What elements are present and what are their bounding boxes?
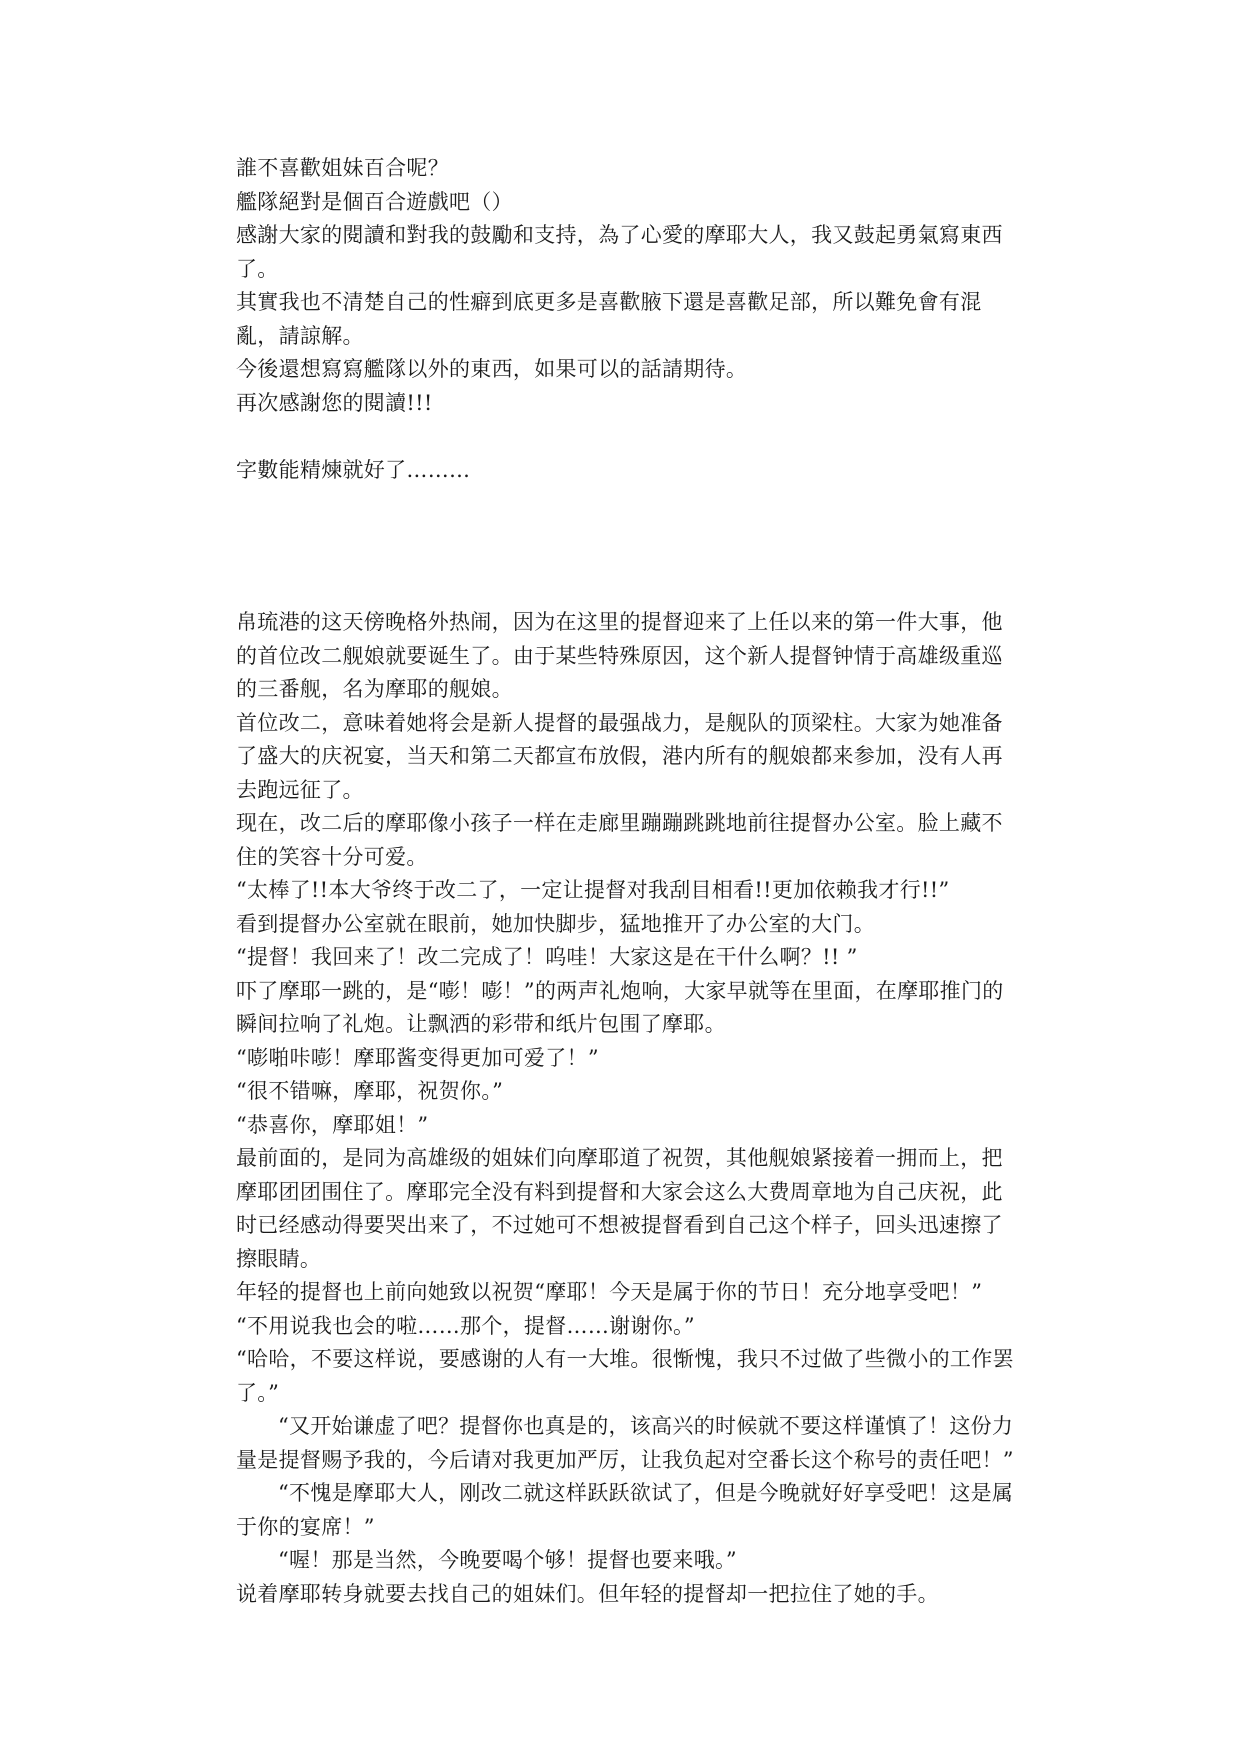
preface-line: 感謝大家的閱讀和對我的鼓勵和支持，為了心愛的摩耶大人，我又鼓起勇氣寫東西了。 — [236, 223, 1003, 281]
section-gap — [236, 487, 1016, 606]
preface-line: 誰不喜歡姐妹百合呢？ — [236, 156, 449, 180]
story-paragraph: “哈哈，不要这样说，要感谢的人有一大堆。很惭愧，我只不过做了些微小的工作罢了。” — [236, 1347, 1014, 1405]
story-paragraph: 首位改二，意味着她将会是新人提督的最强战力，是舰队的顶梁柱。大家为她准备了盛大的庆祝宴，当天和第二天都宣布放假，港内所有的舰娘都来参加，没有人再去跑远征了。 — [236, 710, 1003, 802]
preface-section — [236, 152, 1016, 487]
story-paragraph: 说着摩耶转身就要去找自己的姐妹们。但年轻的提督却一把拉住了她的手。 — [236, 1581, 939, 1606]
preface-line: 字數能精煉就好了……… — [236, 457, 471, 482]
story-paragraph: “很不错嘛，摩耶，祝贺你。” — [236, 1079, 504, 1103]
story-paragraph: “提督！我回来了！改二完成了！呜哇！大家这是在干什么啊？!! ” — [236, 945, 858, 969]
preface-line: 今後還想寫寫艦隊以外的東西，如果可以的話請期待。 — [236, 357, 748, 381]
preface-line: 其實我也不清楚自己的性癖到底更多是喜歡腋下還是喜歡足部，所以難免會有混亂，請諒解。 — [236, 290, 982, 348]
blank-line — [236, 420, 1016, 454]
story-paragraph: 帛琉港的这天傍晚格外热闹，因为在这里的提督迎来了上任以来的第一件大事，他的首位改二舰娘就要诞生了。由于某些特殊原因，这个新人提督钟情于高雄级重巡的三番舰，名为摩耶的舰娘。 — [236, 610, 1003, 701]
story-paragraph: “恭喜你，摩耶姐！” — [236, 1112, 429, 1137]
story-paragraph: 最前面的，是同为高雄级的姐妹们向摩耶道了祝贺，其他舰娘紧接着一拥而上，把摩耶团团围住了。摩耶完全没有料到提督和大家会这么大费周章地为自己庆祝，此时已经感动得要哭出来了，不过她可不想被提督看到自己这个样子，回头迅速擦了擦眼睛。 — [236, 1146, 1003, 1271]
story-paragraph: 年轻的提督也上前向她致以祝贺“摩耶！今天是属于你的节日！充分地享受吧！” — [236, 1280, 983, 1304]
story-paragraph: “太棒了!!本大爷终于改二了，一定让提督对我刮目相看!!更加依赖我才行!!” — [236, 878, 950, 902]
story-paragraph: 看到提督办公室就在眼前，她加快脚步，猛地推开了办公室的大门。 — [236, 911, 875, 936]
story-section — [236, 606, 1016, 1611]
story-paragraph: “喔！那是当然，今晚要喝个够！提督也要来哦。” — [278, 1548, 737, 1572]
preface-line: 再次感謝您的閱讀!!! — [236, 390, 433, 415]
story-paragraph: “又开始谦虚了吧？提督你也真是的，该高兴的时候就不要这样谨慎了！这份力量是提督赐予我的，今后请对我更加严厉，让我负起对空番长这个称号的责任吧！” — [236, 1414, 1014, 1472]
document-page — [236, 152, 1016, 1611]
preface-line: 艦隊絕對是個百合遊戲吧（） — [236, 189, 513, 214]
story-paragraph: 吓了摩耶一跳的，是“嘭！嘭！”的两声礼炮响，大家早就等在里面，在摩耶推门的瞬间拉响了礼炮。让飘洒的彩带和纸片包围了摩耶。 — [236, 978, 1004, 1036]
story-paragraph: “不愧是摩耶大人，刚改二就这样跃跃欲试了，但是今晚就好好享受吧！这是属于你的宴席！” — [236, 1481, 1014, 1539]
story-paragraph: 现在，改二后的摩耶像小孩子一样在走廊里蹦蹦跳跳地前往提督办公室。脸上藏不住的笑容十分可爱。 — [236, 811, 1003, 869]
story-paragraph: “不用说我也会的啦……那个，提督……谢谢你。” — [236, 1313, 695, 1338]
story-paragraph: “嘭啪咔嘭！摩耶酱变得更加可爱了！” — [236, 1045, 599, 1070]
